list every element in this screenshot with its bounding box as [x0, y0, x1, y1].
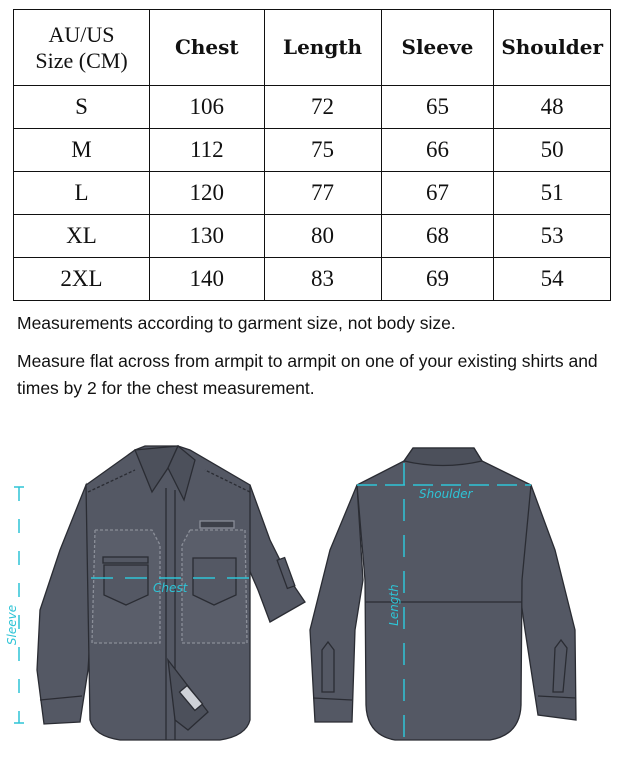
cell-sleeve: 69 — [381, 258, 494, 301]
shoulder-label: Shoulder — [419, 487, 473, 501]
cell-shoulder: 50 — [494, 129, 611, 172]
cell-chest: 140 — [150, 258, 265, 301]
header-shoulder: Shoulder — [494, 10, 611, 86]
cell-size: XL — [14, 215, 150, 258]
cell-sleeve: 67 — [381, 172, 494, 215]
header-sleeve: Sleeve — [381, 10, 494, 86]
table-row — [14, 86, 611, 129]
header-length: Length — [264, 10, 381, 86]
header-size-line1: AU/US — [48, 22, 115, 48]
cell-length: 72 — [264, 86, 381, 129]
cell-chest: 106 — [150, 86, 265, 129]
cell-chest: 120 — [150, 172, 265, 215]
cell-sleeve: 68 — [381, 215, 494, 258]
cell-shoulder: 53 — [494, 215, 611, 258]
cell-length: 83 — [264, 258, 381, 301]
cell-sleeve: 66 — [381, 129, 494, 172]
shirt-measurement-diagram — [0, 430, 618, 766]
header-size — [14, 10, 150, 86]
cell-size: L — [14, 172, 150, 215]
header-size-line2: Size (CM) — [35, 47, 128, 73]
cell-shoulder: 54 — [494, 258, 611, 301]
cell-length: 80 — [264, 215, 381, 258]
length-label: Length — [387, 584, 401, 626]
cell-length: 75 — [264, 129, 381, 172]
cell-shoulder: 48 — [494, 86, 611, 129]
cell-size: M — [14, 129, 150, 172]
size-chart-table — [13, 9, 611, 301]
garment-size-note: Measurements according to garment size, not body size. — [17, 313, 456, 333]
table-row — [14, 172, 611, 215]
cell-chest: 130 — [150, 215, 265, 258]
cell-length: 77 — [264, 172, 381, 215]
measure-instructions: Measure flat across from armpit to armpit on one of your existing shirts and times by 2 for the chest measurement. — [17, 351, 598, 398]
cell-chest: 112 — [150, 129, 265, 172]
chest-label: Chest — [153, 581, 188, 595]
size-chart-header-row — [14, 10, 611, 86]
cell-size: S — [14, 86, 150, 129]
cell-shoulder: 51 — [494, 172, 611, 215]
table-row — [14, 258, 611, 301]
cell-sleeve: 65 — [381, 86, 494, 129]
table-row — [14, 215, 611, 258]
table-row — [14, 129, 611, 172]
sleeve-label: Sleeve — [5, 604, 19, 646]
cell-size: 2XL — [14, 258, 150, 301]
header-chest: Chest — [150, 10, 265, 86]
